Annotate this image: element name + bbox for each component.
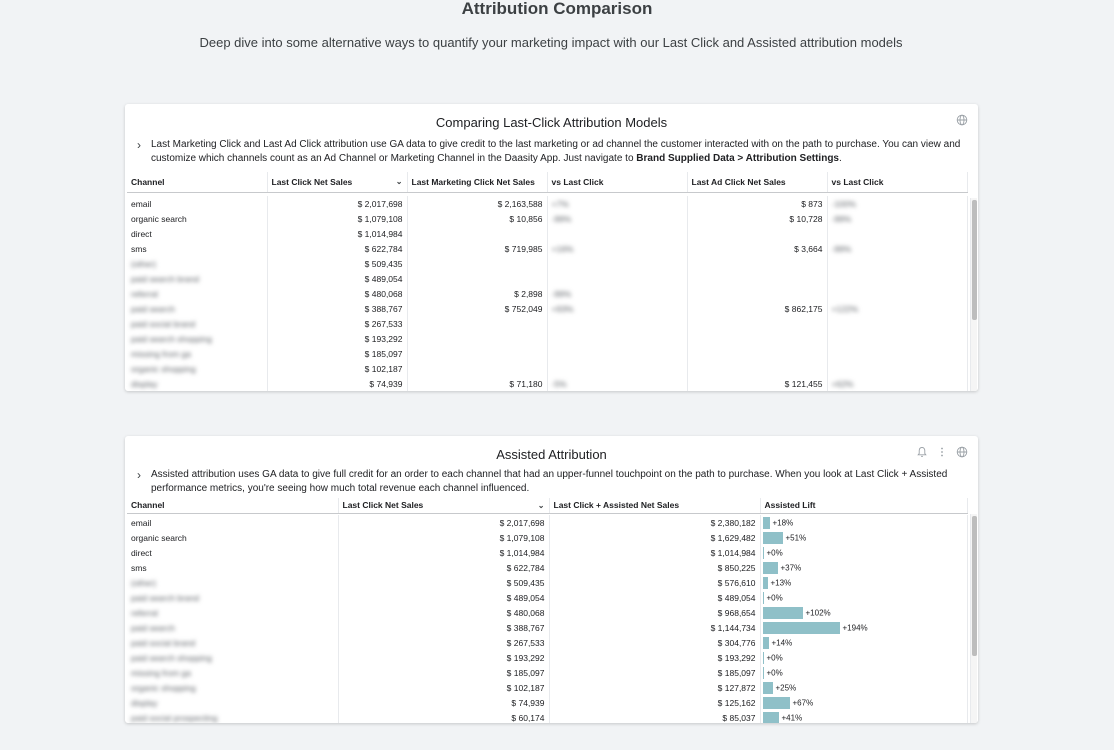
last-click-cell: $ 193,292 (267, 331, 407, 346)
last-click-cell: $ 509,435 (338, 575, 549, 590)
last-click-cell: $ 102,187 (267, 361, 407, 376)
channel-cell: paid search (127, 620, 338, 635)
channel-cell: sms (127, 560, 338, 575)
table-row (127, 605, 967, 620)
channel-cell: organic shopping (127, 680, 338, 695)
assisted-attribution-card (125, 436, 978, 723)
channel-cell: (other) (127, 256, 267, 271)
lift-bar (763, 637, 769, 649)
column-header-last-marketing-click[interactable]: Last Marketing Click Net Sales (407, 172, 547, 192)
lift-bar (763, 592, 764, 604)
last-marketing-click-cell (407, 316, 547, 331)
lift-label: +0% (766, 668, 783, 677)
scrollbar[interactable] (970, 514, 977, 723)
assisted-lift-cell (760, 605, 967, 620)
last-click-assisted-cell: $ 1,629,482 (549, 530, 760, 545)
last-click-cell: $ 74,939 (267, 376, 407, 391)
lift-bar (763, 712, 779, 724)
channel-cell: paid search shopping (127, 650, 338, 665)
scrollbar-thumb[interactable] (972, 200, 977, 320)
vs-last-click-ad-cell: -100% (827, 196, 967, 211)
last-click-cell: $ 480,068 (267, 286, 407, 301)
vs-last-click-cell: +16% (547, 241, 687, 256)
table-row (127, 665, 967, 680)
more-vert-icon[interactable] (936, 445, 948, 457)
last-click-assisted-cell: $ 576,610 (549, 575, 760, 590)
vs-last-click-ad-cell (827, 316, 967, 331)
table-row (127, 620, 967, 635)
lift-label: +102% (805, 608, 831, 617)
last-click-cell: $ 2,017,698 (338, 515, 549, 530)
lift-label: +67% (792, 698, 814, 707)
card-description: › Assisted attribution uses GA data to give full credit for an order to each channel that had an upper-funnel touchpoint on the path to purchase. When you look at Last Click + Assisted performance metrics, you're seeing how much total revenue each channel influenced. (137, 468, 948, 494)
last-click-cell: $ 185,097 (267, 346, 407, 361)
lift-bar (763, 517, 770, 529)
channel-cell: sms (127, 241, 267, 256)
last-click-cell: $ 1,079,108 (267, 211, 407, 226)
lift-label: +0% (766, 548, 783, 557)
sort-desc-icon[interactable]: ⌄ (537, 501, 545, 510)
lift-label: +194% (842, 623, 868, 632)
lift-bar (763, 652, 764, 664)
lift-bar (763, 682, 773, 694)
last-click-cell: $ 267,533 (338, 635, 549, 650)
table-row (127, 575, 967, 590)
vs-last-click-cell (547, 331, 687, 346)
page-subtitle: Deep dive into some alternative ways to quantify your marketing impact with our Last Click and Assisted attribution models (199, 35, 903, 50)
last-ad-click-cell: $ 862,175 (687, 301, 827, 316)
column-header-last-click[interactable]: Last Click Net Sales ⌄ (267, 172, 407, 192)
vs-last-click-ad-cell (827, 271, 967, 286)
card-title: Comparing Last-Click Attribution Models (435, 115, 668, 130)
channel-cell: email (127, 515, 338, 530)
last-ad-click-cell (687, 331, 827, 346)
vs-last-click-ad-cell (827, 286, 967, 301)
lift-label: +13% (770, 578, 792, 587)
lift-bar (763, 532, 783, 544)
last-click-assisted-cell: $ 1,014,984 (549, 545, 760, 560)
assisted-lift-cell (760, 635, 967, 650)
chevron-right-icon[interactable]: › (137, 468, 141, 482)
channel-cell: display (127, 376, 267, 391)
table-row (127, 530, 967, 545)
vs-last-click-cell (547, 361, 687, 376)
column-header-vs-last-click[interactable]: vs Last Click (547, 172, 687, 192)
lift-bar (763, 577, 768, 589)
last-ad-click-cell (687, 346, 827, 361)
assisted-lift-cell (760, 620, 967, 635)
table-row (127, 590, 967, 605)
assisted-lift-cell (760, 710, 967, 723)
bell-icon[interactable] (916, 445, 928, 457)
lift-bar (763, 562, 778, 574)
last-ad-click-cell: $ 121,455 (687, 376, 827, 391)
table-row (127, 271, 967, 286)
vs-last-click-cell (547, 256, 687, 271)
last-click-assisted-cell: $ 125,162 (549, 695, 760, 710)
globe-icon[interactable] (956, 113, 968, 125)
channel-cell: display (127, 695, 338, 710)
last-click-cell: $ 388,767 (267, 301, 407, 316)
channel-cell: missing from ga (127, 346, 267, 361)
vs-last-click-ad-cell: +122% (827, 301, 967, 316)
last-click-cell: $ 1,014,984 (267, 226, 407, 241)
last-marketing-click-cell: $ 719,985 (407, 241, 547, 256)
vs-last-click-ad-cell: -99% (827, 241, 967, 256)
vs-last-click-ad-cell (827, 361, 967, 376)
table-row (127, 211, 967, 226)
channel-cell: referral (127, 605, 338, 620)
column-header-vs-last-click-ad[interactable]: vs Last Click (827, 172, 967, 192)
last-click-assisted-cell: $ 85,037 (549, 710, 760, 723)
table-row (127, 710, 967, 723)
last-click-cell: $ 1,014,984 (338, 545, 549, 560)
channel-cell: referral (127, 286, 267, 301)
card-description: › Last Marketing Click and Last Ad Click attribution use GA data to give credit to the last marketing or ad channel the customer interacted with on the path to purchase. You can view and customize which channels count as an Ad Channel or Marketing Channel in the Daasity App. Just navigate to Brand Supplied Data > Attribution Settings. (137, 138, 961, 164)
table-row (127, 361, 967, 376)
last-ad-click-cell (687, 361, 827, 376)
vs-last-click-cell (547, 316, 687, 331)
vs-last-click-ad-cell (827, 256, 967, 271)
last-click-assisted-cell: $ 304,776 (549, 635, 760, 650)
last-click-cell: $ 1,079,108 (338, 530, 549, 545)
last-marketing-click-cell (407, 271, 547, 286)
chevron-right-icon[interactable]: › (137, 138, 141, 152)
table-row (127, 196, 967, 211)
last-marketing-click-cell: $ 2,163,588 (407, 196, 547, 211)
last-click-cell: $ 267,533 (267, 316, 407, 331)
vs-last-click-ad-cell: -99% (827, 211, 967, 226)
table-row (127, 545, 967, 560)
scrollbar-thumb[interactable] (972, 516, 977, 656)
last-click-cell: $ 193,292 (338, 650, 549, 665)
table-row (127, 515, 967, 530)
channel-cell: paid social brand (127, 316, 267, 331)
last-ad-click-cell (687, 286, 827, 301)
last-marketing-click-cell: $ 2,898 (407, 286, 547, 301)
last-click-cell: $ 2,017,698 (267, 196, 407, 211)
vs-last-click-ad-cell (827, 226, 967, 241)
assisted-lift-cell (760, 680, 967, 695)
vs-last-click-cell: -99% (547, 286, 687, 301)
table-row (127, 331, 967, 346)
lift-label: +0% (766, 593, 783, 602)
last-click-assisted-cell: $ 489,054 (549, 590, 760, 605)
assisted-lift-cell (760, 590, 967, 605)
last-click-assisted-cell: $ 1,144,734 (549, 620, 760, 635)
lift-label: +41% (781, 713, 803, 722)
last-click-cell: $ 60,174 (338, 710, 549, 723)
assisted-lift-cell (760, 695, 967, 710)
channel-cell: direct (127, 545, 338, 560)
lift-bar (763, 607, 803, 619)
last-click-table (127, 172, 968, 391)
vs-last-click-cell: -99% (547, 211, 687, 226)
last-ad-click-cell (687, 316, 827, 331)
channel-cell: missing from ga (127, 665, 338, 680)
channel-cell: organic search (127, 530, 338, 545)
last-marketing-click-cell (407, 331, 547, 346)
last-marketing-click-cell: $ 752,049 (407, 301, 547, 316)
table-row (127, 256, 967, 271)
column-header-last-click[interactable]: Last Click Net Sales ⌄ (338, 498, 549, 513)
assisted-lift-cell (760, 575, 967, 590)
last-click-cell: $ 480,068 (338, 605, 549, 620)
table-row (127, 301, 967, 316)
assisted-lift-cell (760, 560, 967, 575)
channel-cell: (other) (127, 575, 338, 590)
vs-last-click-cell (547, 271, 687, 286)
last-click-cell: $ 509,435 (267, 256, 407, 271)
vs-last-click-ad-cell (827, 346, 967, 361)
lift-bar (763, 697, 790, 709)
last-click-cell: $ 622,784 (267, 241, 407, 256)
last-click-assisted-cell: $ 2,380,182 (549, 515, 760, 530)
column-header-last-click-assisted[interactable]: Last Click + Assisted Net Sales (549, 498, 760, 513)
assisted-lift-cell (760, 665, 967, 680)
last-click-assisted-cell: $ 193,292 (549, 650, 760, 665)
table-row (127, 650, 967, 665)
last-click-assisted-cell: $ 185,097 (549, 665, 760, 680)
last-click-comparison-card (125, 104, 978, 391)
column-header-assisted-lift[interactable]: Assisted Lift (760, 498, 967, 513)
last-click-cell: $ 489,054 (267, 271, 407, 286)
card-title: Assisted Attribution (496, 447, 607, 462)
last-click-cell: $ 185,097 (338, 665, 549, 680)
channel-cell: paid search brand (127, 271, 267, 286)
last-marketing-click-cell (407, 226, 547, 241)
last-click-cell: $ 489,054 (338, 590, 549, 605)
last-ad-click-cell (687, 256, 827, 271)
channel-cell: paid social prospecting (127, 710, 338, 723)
assisted-lift-cell (760, 545, 967, 560)
assisted-lift-cell (760, 515, 967, 530)
last-click-assisted-cell: $ 850,225 (549, 560, 760, 575)
vs-last-click-ad-cell: +62% (827, 376, 967, 391)
channel-cell: direct (127, 226, 267, 241)
channel-cell: email (127, 196, 267, 211)
last-click-assisted-cell: $ 127,872 (549, 680, 760, 695)
last-marketing-click-cell (407, 346, 547, 361)
lift-bar (763, 622, 840, 634)
last-click-cell: $ 102,187 (338, 680, 549, 695)
channel-cell: paid search brand (127, 590, 338, 605)
vs-last-click-cell: +93% (547, 301, 687, 316)
lift-label: +51% (785, 533, 807, 542)
lift-label: +18% (772, 518, 794, 527)
table-row (127, 680, 967, 695)
last-click-cell: $ 74,939 (338, 695, 549, 710)
channel-cell: organic shopping (127, 361, 267, 376)
table-row (127, 286, 967, 301)
last-ad-click-cell: $ 3,664 (687, 241, 827, 256)
last-marketing-click-cell: $ 10,856 (407, 211, 547, 226)
column-header-channel[interactable]: Channel (127, 498, 338, 513)
column-header-channel[interactable]: Channel (127, 172, 267, 192)
lift-bar (763, 547, 764, 559)
last-click-assisted-cell: $ 968,654 (549, 605, 760, 620)
scrollbar[interactable] (970, 198, 977, 391)
last-click-cell: $ 622,784 (338, 560, 549, 575)
lift-label: +0% (766, 653, 783, 662)
last-ad-click-cell: $ 10,728 (687, 211, 827, 226)
table-row (127, 635, 967, 650)
sort-desc-icon[interactable]: ⌄ (395, 177, 403, 186)
last-ad-click-cell (687, 271, 827, 286)
last-ad-click-cell (687, 226, 827, 241)
globe-icon[interactable] (956, 445, 968, 457)
channel-cell: paid social brand (127, 635, 338, 650)
last-marketing-click-cell (407, 361, 547, 376)
vs-last-click-cell: +7% (547, 196, 687, 211)
channel-cell: paid search (127, 301, 267, 316)
channel-cell: organic search (127, 211, 267, 226)
last-marketing-click-cell (407, 256, 547, 271)
assisted-lift-cell (760, 650, 967, 665)
vs-last-click-cell (547, 226, 687, 241)
table-row (127, 316, 967, 331)
table-row (127, 241, 967, 256)
last-ad-click-cell: $ 873 (687, 196, 827, 211)
lift-label: +25% (775, 683, 797, 692)
assisted-lift-cell (760, 530, 967, 545)
lift-label: +14% (771, 638, 793, 647)
vs-last-click-cell (547, 346, 687, 361)
page-title: Attribution Comparison (461, 0, 653, 18)
last-click-cell: $ 388,767 (338, 620, 549, 635)
lift-label: +37% (780, 563, 802, 572)
assisted-attribution-table (127, 498, 968, 723)
last-marketing-click-cell: $ 71,180 (407, 376, 547, 391)
table-row (127, 695, 967, 710)
table-row (127, 376, 967, 391)
column-header-last-ad-click[interactable]: Last Ad Click Net Sales (687, 172, 827, 192)
channel-cell: paid search shopping (127, 331, 267, 346)
vs-last-click-ad-cell (827, 331, 967, 346)
table-row (127, 226, 967, 241)
lift-bar (763, 667, 764, 679)
table-row (127, 346, 967, 361)
vs-last-click-cell: -5% (547, 376, 687, 391)
table-row (127, 560, 967, 575)
